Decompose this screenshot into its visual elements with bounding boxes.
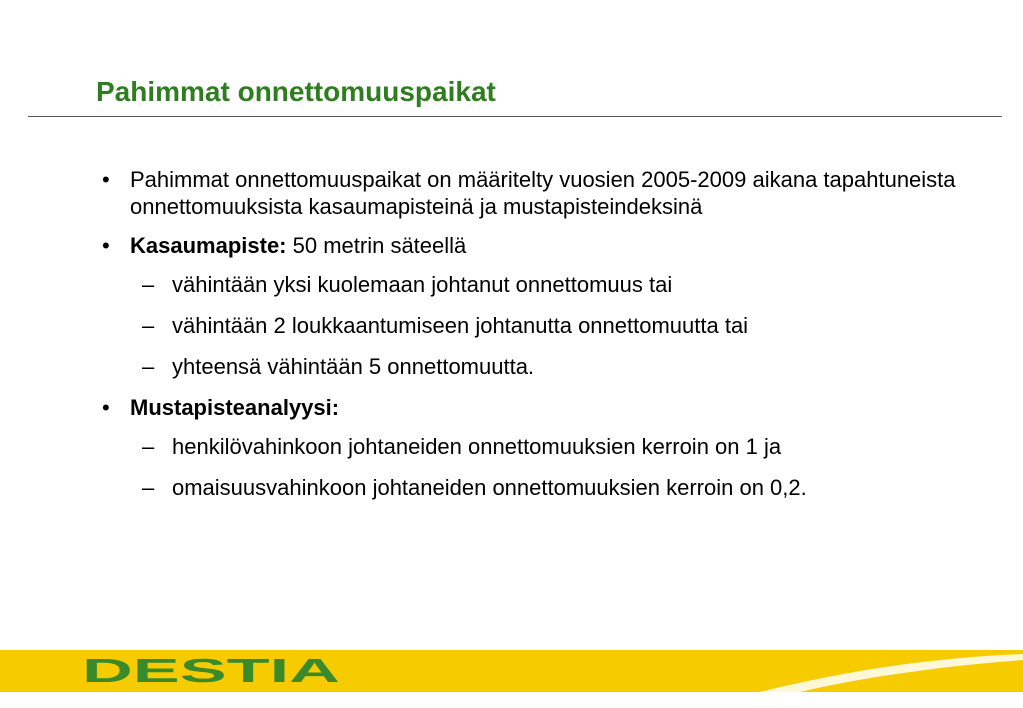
sub-bullet-item	[96, 474, 966, 501]
bullet-text: 50 metrin säteellä	[286, 233, 467, 258]
title-divider	[28, 116, 1002, 117]
bullet-item	[96, 232, 966, 259]
slide-title: Pahimmat onnettomuuspaikat	[96, 76, 496, 107]
footer-band	[0, 650, 1023, 692]
bullet-text: Pahimmat onnettomuuspaikat on määritelty vuosien 2005-2009 aikana tapahtuneista onnettomuuksista kasaumapisteinä ja mustapisteindeksinä	[130, 167, 956, 219]
sub-bullet-item	[96, 312, 966, 339]
sub-bullet-text: omaisuusvahinkoon johtaneiden onnettomuuksien kerroin on 0,2.	[172, 475, 807, 500]
destia-logo	[82, 656, 342, 686]
bullet-list	[96, 166, 966, 515]
sub-bullet-text: yhteensä vähintään 5 onnettomuutta.	[172, 354, 535, 379]
sub-bullet-item	[96, 353, 966, 380]
bullet-item	[96, 394, 966, 421]
bullet-term: Mustapisteanalyysi:	[130, 395, 340, 420]
bullet-item	[96, 166, 966, 220]
sub-bullet-text: henkilövahinkoon johtaneiden onnettomuuksien kerroin on 1 ja	[172, 434, 782, 459]
sub-bullet-item	[96, 433, 966, 460]
sub-bullet-item	[96, 271, 966, 298]
sub-bullet-text: vähintään yksi kuolemaan johtanut onnettomuus tai	[172, 272, 673, 297]
bullet-term: Kasaumapiste:	[130, 233, 287, 258]
sub-bullet-text: vähintään 2 loukkaantumiseen johtanutta onnettomuutta tai	[172, 313, 749, 338]
logo-text: DESTIA	[82, 656, 340, 686]
